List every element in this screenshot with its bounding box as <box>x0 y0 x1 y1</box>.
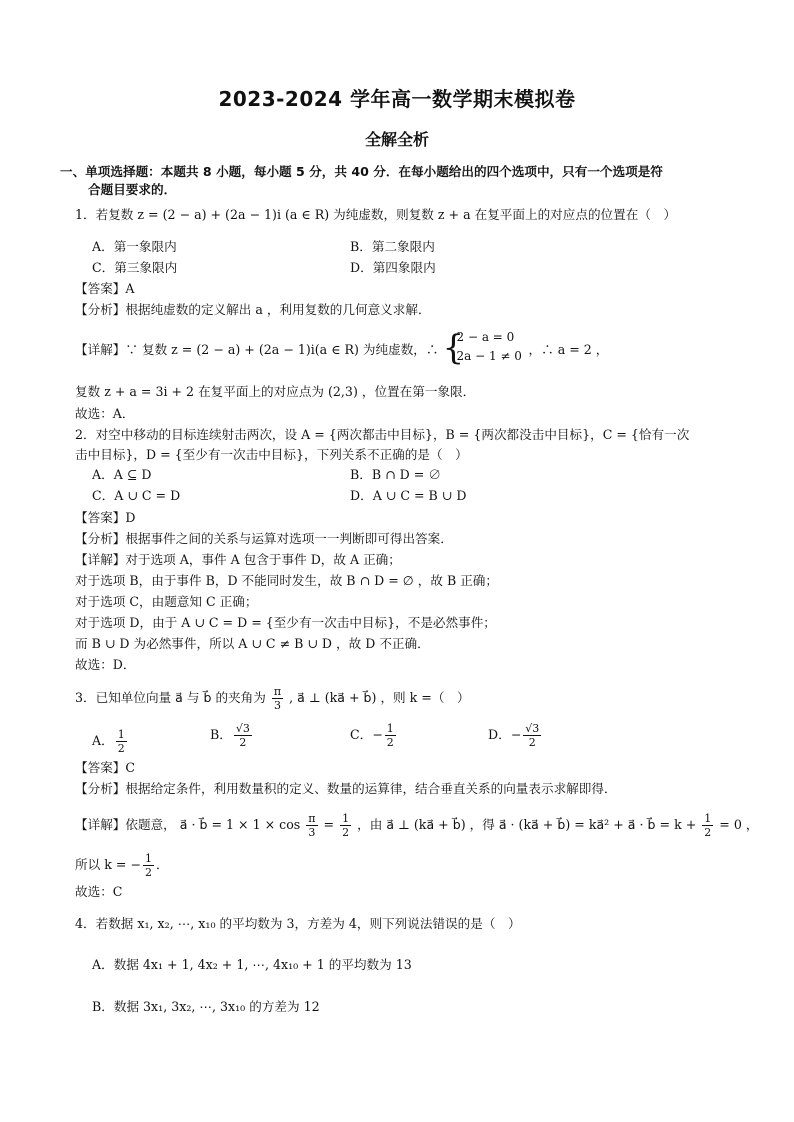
q1-analysis: 【分析】根据纯虚数的定义解出 a ，利用复数的几何意义求解． <box>75 302 431 317</box>
q2-stem-cont: 击中目标}，D = {至少有一次击中目标}，下列关系不正确的是（ ） <box>75 447 468 462</box>
section-heading: 一、单项选择题：本题共 8 小题，每小题 5 分，共 40 分．在每小题给出的四个选项中，只有一个选项是符 <box>60 164 663 179</box>
q1-sys-line1: 2 − a = 0 <box>456 329 515 344</box>
q3-detail <box>75 812 758 839</box>
page-title: 2023-2024 学年高一数学期末模拟卷 <box>218 87 576 111</box>
q2-option-b: B．B ∩ D = ∅ <box>350 467 441 482</box>
q3-option-b <box>210 722 254 749</box>
frac-numerator: π <box>308 812 316 825</box>
q3-analysis: 【分析】根据给定条件，利用数量积的定义、数量的运算律，结合垂直关系的向量表示求解即得． <box>75 781 617 796</box>
q4-stem: 4．若数据 x₁, x₂, ⋯, x₁₀ 的平均数为 3，方差为 4，则下列说法错误的是（ ） <box>75 916 521 931</box>
q3-stem <box>75 685 470 712</box>
option-fraction <box>234 722 252 749</box>
q2-option-c: C．A ∪ C = D <box>92 488 181 503</box>
option-fraction <box>116 728 127 755</box>
frac-denominator: 2 <box>528 736 536 749</box>
frac-denominator: 2 <box>144 866 152 879</box>
q2-answer: 【答案】D <box>75 510 136 525</box>
q1-choice: 故选：A． <box>75 406 135 421</box>
frac-numerator: 1 <box>144 852 152 865</box>
q2-detail-2: 对于选项 B，由于事件 B，D 不能同时发生，故 B ∩ D = ∅ ，故 B 正确； <box>75 573 498 588</box>
q1-option-b: B．第二象限内 <box>350 239 435 254</box>
option-fraction <box>523 722 541 749</box>
q2-detail-4: 对于选项 D，由于 A ∪ C = D = {至少有一次击中目标}，不是必然事件； <box>75 615 496 630</box>
q3-so-post: ． <box>155 857 169 872</box>
frac-numerator: √3 <box>235 722 250 735</box>
option-fraction <box>385 722 396 749</box>
q2-option-d: D．A ∪ C = B ∪ D <box>350 488 467 503</box>
q1-answer: 【答案】A <box>75 281 135 296</box>
q3-stem-pre: 3．已知单位向量 a⃗ 与 b⃗ 的夹角为 <box>75 690 266 705</box>
q1-option-c: C．第三象限内 <box>92 260 178 275</box>
q3-so <box>75 852 169 879</box>
q3-option-c <box>350 722 398 749</box>
q2-choice: 故选：D． <box>75 657 136 672</box>
frac-numerator: 1 <box>117 728 125 741</box>
q2-option-a: A．A ⊆ D <box>92 467 152 482</box>
q4-option-a: A．数据 4x₁ + 1, 4x₂ + 1, ⋯, 4x₁₀ + 1 的平均数为 13 <box>92 957 412 972</box>
q2-detail-1: 【详解】对于选项 A，事件 A 包含于事件 D，故 A 正确； <box>75 552 401 567</box>
frac-numerator: 1 <box>704 812 712 825</box>
option-label: C．− <box>350 727 383 742</box>
frac-denominator: 2 <box>386 736 394 749</box>
q1-detail-pre: 【详解】∵ 复数 z = (2 − a) + (2a − 1)i(a ∈ R) 为纯虚数，∴ <box>75 342 439 357</box>
q1-sys-line2: 2a − 1 ≠ 0 <box>456 348 522 363</box>
frac-denominator: 2 <box>704 826 712 839</box>
q3-detail-a: 【详解】依题意， a⃗ · b⃗ = 1 × 1 × cos <box>75 817 301 832</box>
q3-detail-b: = <box>323 817 335 832</box>
q2-analysis: 【分析】根据事件之间的关系与运算对选项一一判断即可得出答案． <box>75 531 453 546</box>
frac-denominator: 2 <box>342 826 350 839</box>
frac-denominator: 3 <box>274 699 281 712</box>
q1-detail <box>75 327 609 368</box>
section-heading-cont: 合题目要求的． <box>88 182 177 197</box>
q3-detail-fraction-2 <box>340 812 351 839</box>
q1-option-d: D．第四象限内 <box>350 260 436 275</box>
q3-detail-fraction-1 <box>306 812 317 839</box>
q4-option-b: B．数据 3x₁, 3x₂, ⋯, 3x₁₀ 的方差为 12 <box>92 999 320 1014</box>
q2-detail-5: 而 B ∪ D 为必然事件，所以 A ∪ C ≠ B ∪ D ，故 D 不正确． <box>75 636 430 651</box>
option-label: A． <box>92 733 114 748</box>
frac-numerator: 1 <box>386 722 394 735</box>
q1-detail2: 复数 z + a = 3i + 2 在复平面上的对应点为 (2,3) ，位置在第一象限． <box>75 384 476 399</box>
q3-detail-fraction-3 <box>702 812 713 839</box>
q3-option-a <box>92 728 129 755</box>
frac-denominator: 2 <box>117 742 125 755</box>
q1-option-a: A．第一象限内 <box>92 239 177 254</box>
q3-choice: 故选：C <box>75 884 123 899</box>
frac-numerator: π <box>273 685 282 698</box>
q1-stem: 1．若复数 z = (2 − a) + (2a − 1)i (a ∈ R) 为纯虚数，则复数 z + a 在复平面上的对应点的位置在（ ） <box>75 207 677 222</box>
page-subtitle: 全解全析 <box>364 130 429 149</box>
frac-denominator: 2 <box>239 736 247 749</box>
frac-numerator: 1 <box>342 812 350 825</box>
q1-equation-system <box>442 327 525 368</box>
frac-denominator: 3 <box>308 826 316 839</box>
q3-stem-fraction <box>272 685 283 712</box>
brace-symbol: { <box>442 327 465 368</box>
q1-detail-post: ，∴ a = 2 ， <box>528 342 609 357</box>
frac-numerator: √3 <box>525 722 540 735</box>
option-label: B． <box>210 727 232 742</box>
q3-option-d <box>488 722 543 749</box>
q3-detail-d: = 0 ， <box>719 817 759 832</box>
q3-detail-c: ，由 a⃗ ⊥ (ka⃗ + b⃗) ，得 a⃗ · (ka⃗ + b⃗) = ka⃗² + a⃗ · b⃗ = k + <box>357 817 697 832</box>
q2-detail-3: 对于选项 C，由题意知 C 正确； <box>75 594 258 609</box>
q3-answer: 【答案】C <box>75 760 136 775</box>
q3-so-pre: 所以 k = − <box>75 857 141 872</box>
q2-stem: 2．对空中移动的目标连续射击两次，设 A = {两次都击中目标}，B = {两次都没击中目标}，C = {恰有一次 <box>75 427 690 442</box>
q3-so-fraction <box>143 852 154 879</box>
option-label: D．− <box>488 727 522 742</box>
q3-stem-post: , a⃗ ⊥ (ka⃗ + b⃗) ，则 k =（ ） <box>289 690 470 705</box>
